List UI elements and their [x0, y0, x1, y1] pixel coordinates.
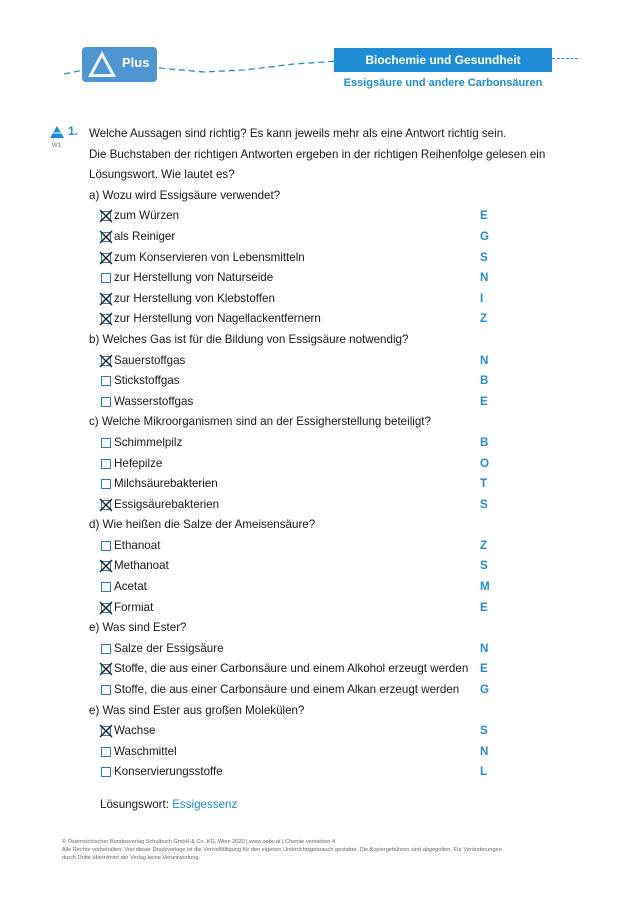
solution-line	[100, 798, 237, 811]
option-text: Wasserstoffgas	[114, 394, 194, 408]
checkbox[interactable]	[101, 767, 111, 777]
question-label: e) Was sind Ester aus großen Molekülen?	[89, 703, 305, 717]
option-letter: S	[480, 250, 488, 264]
answer-option[interactable]	[89, 598, 509, 619]
answer-option[interactable]	[89, 206, 509, 227]
answer-option[interactable]	[89, 721, 509, 742]
option-letter: Z	[480, 312, 488, 326]
footer-line: durch Dritte übernimmt der Verlag keine Verantwortung.	[62, 855, 201, 861]
option-text: Hefepilze	[114, 456, 163, 470]
checkbox[interactable]	[101, 685, 111, 695]
checkbox[interactable]	[101, 582, 111, 592]
option-text: Wachse	[114, 724, 156, 738]
intro-line: Lösungswort. Wie lautet es?	[89, 168, 235, 182]
option-letter: B	[480, 374, 489, 388]
question-label: b) Welches Gas ist für die Bildung von Essigsäure notwendig?	[89, 332, 409, 346]
cross-mark-icon	[99, 601, 113, 615]
checkbox[interactable]	[101, 747, 111, 757]
answer-option[interactable]	[89, 577, 509, 598]
option-letter: N	[480, 641, 489, 655]
option-letter: T	[480, 477, 488, 491]
checkbox[interactable]	[101, 644, 111, 654]
answer-option[interactable]	[89, 495, 509, 516]
answer-option[interactable]	[89, 392, 509, 413]
banner-dashed-tail	[552, 58, 578, 60]
option-letter: E	[480, 394, 488, 408]
checkbox[interactable]	[101, 376, 111, 386]
cross-mark-icon	[99, 724, 113, 738]
option-text: zur Herstellung von Nagellackentfernern	[114, 312, 321, 326]
intro-line: Welche Aussagen sind richtig? Es kann jeweils mehr als eine Antwort richtig sein.	[89, 127, 507, 140]
answer-option[interactable]	[89, 433, 509, 454]
answer-option[interactable]	[89, 474, 509, 495]
option-text: Essigsäurebakterien	[114, 497, 220, 511]
option-letter: E	[480, 209, 488, 223]
option-letter: N	[480, 744, 489, 758]
checkbox[interactable]	[101, 273, 111, 283]
solution-word: Essigessenz	[172, 798, 238, 811]
option-letter: N	[480, 271, 489, 285]
option-letter: O	[480, 456, 490, 470]
question-label: c) Welche Mikroorganismen sind an der Essigherstellung beteiligt?	[89, 415, 431, 429]
answer-option[interactable]	[89, 536, 509, 557]
task-level: W1	[52, 143, 61, 149]
option-letter: Z	[480, 538, 488, 552]
answer-option[interactable]	[89, 454, 509, 475]
footer-line: © Österreichischer Bundesverlag Schulbuch GmbH & Co. KG, Wien 2020 | www.oebv.at | Chemie verstehen 4	[62, 839, 336, 845]
answer-option[interactable]	[89, 351, 509, 372]
question-list	[89, 186, 509, 783]
answer-option[interactable]	[89, 659, 509, 680]
copyright-footer	[62, 838, 582, 862]
option-letter: S	[480, 559, 488, 573]
cross-mark-icon	[99, 498, 113, 512]
cross-mark-icon	[99, 230, 113, 244]
question-label: d) Wie heißen die Salze der Ameisensäure?	[89, 518, 316, 532]
option-text: zur Herstellung von Klebstoffen	[114, 291, 275, 305]
answer-option[interactable]	[89, 639, 509, 660]
option-text: Acetat	[114, 580, 147, 594]
option-letter: S	[480, 497, 488, 511]
option-letter: G	[480, 229, 490, 243]
checkbox[interactable]	[101, 541, 111, 551]
option-text: Waschmittel	[114, 744, 177, 758]
answer-option[interactable]	[89, 371, 509, 392]
option-letter: S	[480, 724, 488, 738]
answer-option[interactable]	[89, 309, 509, 330]
option-letter: I	[480, 291, 484, 305]
checkbox[interactable]	[101, 479, 111, 489]
task-intro	[89, 124, 546, 186]
option-text: Formiat	[114, 600, 154, 614]
checkbox[interactable]	[101, 459, 111, 469]
header-dashed-line	[64, 58, 354, 80]
option-letter: N	[480, 353, 489, 367]
answer-option[interactable]	[89, 289, 509, 310]
answer-option[interactable]	[89, 680, 509, 701]
option-letter: G	[480, 683, 490, 697]
option-text: Sauerstoffgas	[114, 353, 186, 367]
option-text: zum Konservieren von Lebensmitteln	[114, 250, 305, 264]
footer-line: Alle Rechte vorbehalten. Von dieser Druckvorlage ist die Vervielfältigung für den eigenen Unterrichtsgebrauch gestattet. Die Kopiergebühren sind abgegolten. Für Veränderungen	[62, 847, 502, 853]
level-triangle-icon	[50, 126, 64, 138]
logo-text: Plus	[122, 55, 150, 70]
option-text: Methanoat	[114, 559, 169, 573]
task-number: 1.	[68, 124, 79, 138]
cross-mark-icon	[99, 292, 113, 306]
cross-mark-icon	[99, 312, 113, 326]
section-banner: Biochemie und Gesundheit	[334, 48, 552, 72]
question-label: e) Was sind Ester?	[89, 621, 187, 635]
option-text: Stoffe, die aus einer Carbonsäure und einem Alkan erzeugt werden	[114, 683, 460, 697]
option-letter: M	[480, 580, 490, 594]
option-letter: L	[480, 765, 488, 779]
solution-label: Lösungswort:	[100, 798, 169, 811]
answer-option[interactable]	[89, 268, 509, 289]
option-letter: E	[480, 600, 488, 614]
cross-mark-icon	[99, 662, 113, 676]
option-text: Stickstoffgas	[114, 374, 180, 388]
answer-option[interactable]	[89, 742, 509, 763]
option-text: zum Würzen	[114, 209, 180, 223]
intro-line: Die Buchstaben der richtigen Antworten ergeben in der richtigen Reihenfolge gelesen ein	[89, 147, 546, 161]
checkbox[interactable]	[101, 438, 111, 448]
cross-mark-icon	[99, 559, 113, 573]
option-text: Milchsäurebakterien	[114, 477, 218, 491]
option-text: Konservierungsstoffe	[114, 765, 223, 779]
checkbox[interactable]	[101, 397, 111, 407]
answer-option[interactable]	[89, 227, 509, 248]
option-letter: B	[480, 435, 489, 449]
option-text: Ethanoat	[114, 538, 161, 552]
answer-option[interactable]	[89, 248, 509, 269]
task-content	[89, 124, 546, 783]
cross-mark-icon	[99, 209, 113, 223]
option-text: Schimmelpilz	[114, 435, 183, 449]
answer-option[interactable]	[89, 762, 509, 783]
option-text: Salze der Essigsäure	[114, 641, 224, 655]
option-letter: E	[480, 662, 488, 676]
cross-mark-icon	[99, 251, 113, 265]
question-label: a) Wozu wird Essigsäure verwendet?	[89, 188, 281, 202]
option-text: Stoffe, die aus einer Carbonsäure und einem Alkohol erzeugt werden	[114, 662, 469, 676]
answer-option[interactable]	[89, 556, 509, 577]
option-text: zur Herstellung von Naturseide	[114, 271, 274, 285]
chapter-subtitle: Essigsäure und andere Carbonsäuren	[343, 77, 543, 89]
cross-mark-icon	[99, 354, 113, 368]
option-text: als Reiniger	[114, 229, 176, 243]
